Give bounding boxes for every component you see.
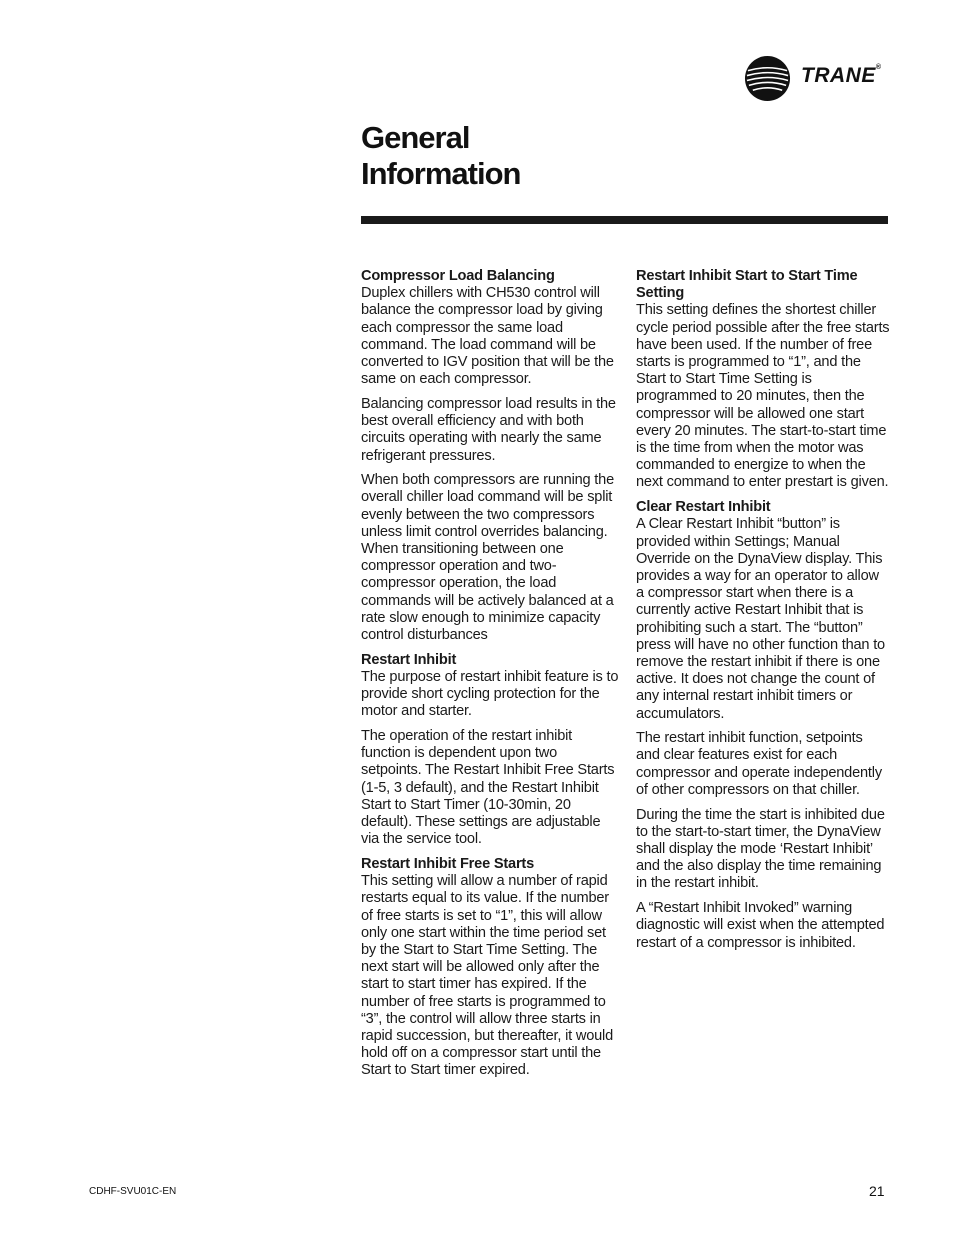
paragraph: This setting defines the shortest chiller cycle period possible after the free starts have been used. If the number of free starts is programmed to “1”, and the Start to Start Time Setting is programmed to 20 minutes, then the compressor will be allowed one start every 20 minutes. The start-to-start time is the time from when the motor was commanded to energize to when the next command to enter prestart is given. <box>636 302 890 491</box>
page-title <box>361 120 761 192</box>
right-column <box>636 268 890 959</box>
paragraph: This setting will allow a number of rapid restarts equal to its value. If the number of free starts is set to “1”, this will allow only one start within the time period set by the Start to Start Time Setting. The next start will be allowed only after the start to start timer has expired. If the number of free starts is programmed to “3”, the control will allow three starts in rapid succession, but thereafter, it would hold off on a compressor start until the Start to Start timer expired. <box>361 873 613 1079</box>
paragraph: A Clear Restart Inhibit “button” is provided within Settings; Manual Override on the DynaView display. This provides a way for an operator to allow a compressor start when there is a currently active Restart Inhibit that is prohibiting such a start. The “button” press will have no other function than to remove the restart inhibit if there is one active. It does not change the count of any internal restart inhibit timers or accumulators. <box>636 516 885 722</box>
trane-swirl-icon <box>744 55 791 102</box>
section-heading: Restart Inhibit Start to Start Time Setting <box>636 268 858 302</box>
brand-wordmark: TRANE® <box>801 64 882 87</box>
section-heading: Compressor Load Balancing <box>361 268 555 284</box>
page-title-line2: Information <box>361 156 521 191</box>
paragraph: When both compressors are running the overall chiller load command will be split evenly between the two compressors unless limit control overrides balancing. When transitioning between one compressor operation and two-compressor operation, the load commands will be actively balanced at a rate slow enough to minimize capacity control disturbances <box>361 472 614 644</box>
section-heading: Restart Inhibit <box>361 651 457 668</box>
paragraph: A “Restart Inhibit Invoked” warning diagnostic will exist when the attempted restart of a compressor is inhibited. <box>636 900 885 951</box>
left-column <box>361 268 619 1087</box>
paragraph: The operation of the restart inhibit function is dependent upon two setpoints. The Restart Inhibit Free Starts (1-5, 3 default), and the Restart Inhibit Start to Start Timer (10-30min, 20 default). These settings are adjustable via the service tool. <box>361 728 615 848</box>
paragraph: The restart inhibit function, setpoints and clear features exist for each compressor and operate independently of other compressors on that chiller. <box>636 730 882 798</box>
section-heading: Clear Restart Inhibit <box>636 499 771 516</box>
page-title-line1: General <box>361 120 470 155</box>
paragraph: Balancing compressor load results in the best overall efficiency and with both circuits operating with nearly the same refrigerant pressures. <box>361 395 616 464</box>
title-divider <box>361 216 888 224</box>
trane-logo <box>744 55 894 103</box>
paragraph: Duplex chillers with CH530 control will balance the compressor load by giving each compressor the same load command. The load command will be converted to IGV position that will be the same on each compressor. <box>361 285 614 388</box>
paragraph: During the time the start is inhibited due to the start-to-start timer, the DynaView shall display the mode ‘Restart Inhibit’ and the also display the time remaining in the restart inhibit. <box>636 806 885 892</box>
section-heading: Restart Inhibit Free Starts <box>361 856 535 872</box>
page-number: 21 <box>869 1183 885 1199</box>
document-code: CDHF-SVU01C-EN <box>89 1186 177 1197</box>
paragraph: The purpose of restart inhibit feature is to provide short cycling protection for the motor and starter. <box>361 668 619 720</box>
